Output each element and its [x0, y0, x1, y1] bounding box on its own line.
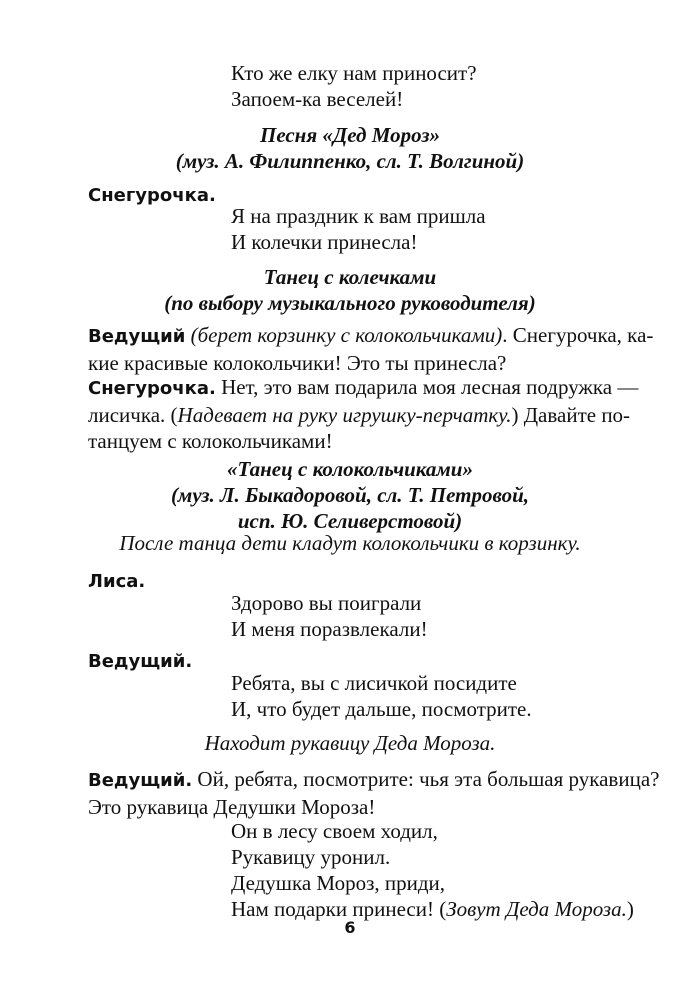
paragraph-line [88, 402, 631, 428]
verse-host [231, 670, 532, 722]
stage-direction: Находит рукавицу Деда Мороза. [204, 731, 496, 755]
song-heading-1 [0, 122, 700, 174]
snegurochka-paragraph [88, 374, 639, 454]
dance-heading-2 [0, 456, 700, 534]
speaker-snegurochka: Снегурочка. [88, 185, 216, 206]
verse-line: Ребята, вы с лисичкой посидите [231, 671, 517, 695]
page-number: 6 [344, 918, 356, 937]
verse-line: Здорово вы поиграли [231, 591, 422, 615]
dance-title: Танец с колечками [263, 265, 437, 289]
paragraph-line [88, 322, 654, 350]
paragraph-text: ) Давайте по- [511, 403, 631, 427]
dance-heading-1 [0, 264, 700, 316]
verse-line: Кто же елку нам приносит? [231, 61, 477, 85]
verse-line: И меня поразвлекали! [231, 617, 428, 641]
paragraph-text: Ой, ребята, посмотрите: чья эта большая рукавица? [192, 767, 660, 791]
paragraph-text: лисичка. ( [88, 403, 178, 427]
verse-line: И колечки принесла! [231, 230, 418, 254]
dance-credits: исп. Ю. Селиверстовой) [237, 509, 463, 533]
verse-text: ) [626, 897, 634, 921]
dance-credits: (муз. Л. Быкадоровой, сл. Т. Петровой, [170, 483, 530, 507]
dance-credits: (по выбору музыкального руководителя) [164, 291, 536, 315]
verse-line: Дедушка Мороз, приди, [231, 871, 446, 895]
speaker-fox: Лиса. [88, 571, 146, 592]
stage-direction: После танца дети кладут колокольчики в корзинку. [119, 531, 581, 555]
paragraph-line: Это рукавица Дедушки Мороза! [88, 795, 376, 819]
paragraph-line: кие красивые колокольчики! Это ты принесла? [88, 351, 507, 375]
speaker-host: Ведущий. [88, 651, 193, 672]
verse-line: Рукавицу уронил. [231, 845, 391, 869]
paragraph-text: Нет, это вам подарила моя лесная подружка — [215, 375, 639, 399]
verse-line: Он в лесу своем ходил, [231, 819, 438, 843]
song-credits: (муз. А. Филиппенко, сл. Т. Волгиной) [175, 149, 525, 173]
speaker-host: Ведущий [88, 326, 186, 347]
stage-direction: Зовут Деда Мороза. [446, 897, 627, 921]
host-paragraph-1 [88, 322, 654, 376]
verse-line: Запоем-ка веселей! [231, 87, 404, 111]
stage-direction: Надевает на руку игрушку-перчатку. [177, 403, 512, 427]
verse-1 [231, 60, 477, 112]
paragraph-line: танцуем с колокольчиками! [88, 429, 333, 453]
verse-host-call [231, 818, 634, 922]
speaker-snegurochka: Снегурочка. [88, 378, 216, 399]
host-paragraph-3 [88, 766, 660, 820]
paragraph-line [88, 374, 639, 402]
verse-line: Я на праздник к вам пришла [231, 204, 486, 228]
verse-text: Нам подарки принеси! ( [231, 897, 447, 921]
verse-fox [231, 590, 428, 642]
stage-direction: (берет корзинку с колокольчиками) [190, 323, 503, 347]
speaker-host: Ведущий. [88, 770, 193, 791]
song-title: Песня «Дед Мороз» [259, 123, 441, 147]
paragraph-line [88, 766, 660, 794]
paragraph-text: . Снегурочка, ка- [502, 323, 654, 347]
verse-line: И, что будет дальше, посмотрите. [231, 697, 532, 721]
dance-title: «Танец с колокольчиками» [227, 457, 473, 481]
verse-snegurochka [231, 203, 486, 255]
